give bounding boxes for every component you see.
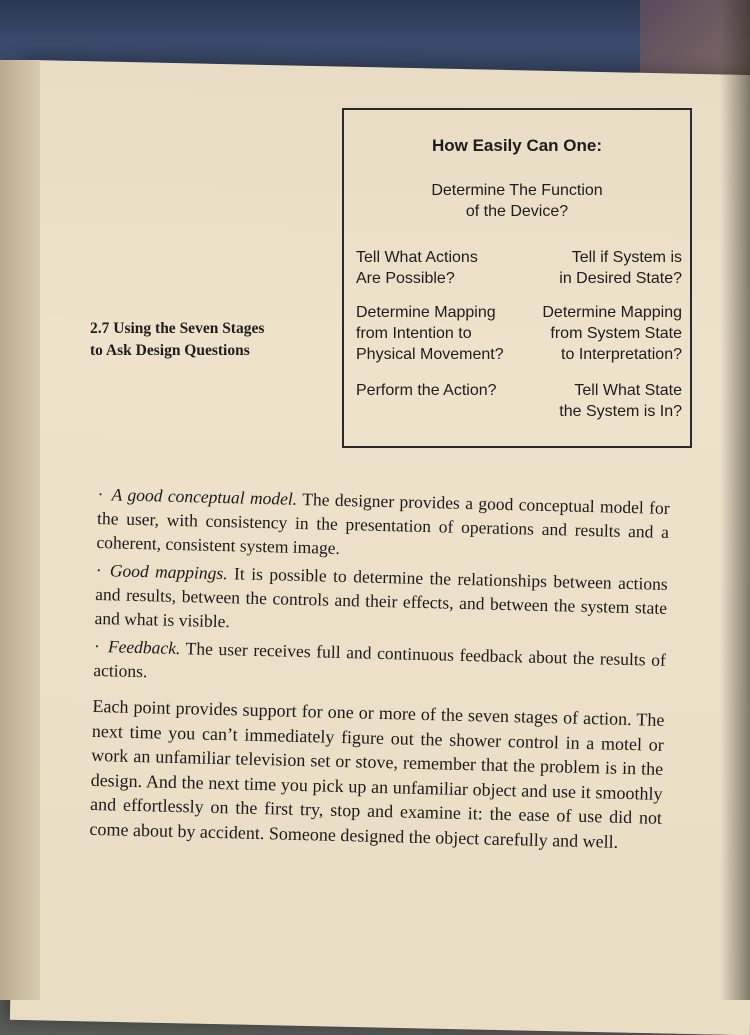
- previous-page-edge: [0, 60, 40, 1000]
- section-title-line1: Using the Seven Stages: [113, 320, 265, 337]
- section-number: 2.7: [90, 320, 110, 337]
- page-edge-shadow: [720, 0, 750, 1000]
- question-actions-possible: Tell What Actions Are Possible?: [356, 249, 478, 287]
- box-function-question: Determine The Function of the Device?: [431, 182, 603, 220]
- question-system-state: Tell What State the System is In?: [559, 382, 682, 420]
- summary-paragraph: Each point provides support for one or more of the seven stages of action. The next time you can’t immediately figure out the shower control in a motel or work an unfamiliar television set or stove, remember that the problem is in the design. And the next time you pick up an unfamiliar object and use it smoothly and effortlessly on the first try, stop and examine it: the ease of use did not come about by accident. Someone designed the object carefully and well.: [89, 695, 665, 852]
- question-mapping-state: Determine Mapping from System State to Interpretation?: [542, 304, 682, 363]
- section-title-line2: to Ask Design Questions: [90, 342, 250, 359]
- box-title: How Easily Can One:: [431, 136, 603, 155]
- body-text: [89, 482, 670, 873]
- question-perform-action: Perform the Action?: [356, 382, 497, 399]
- bullet-item: · A good conceptual model. The designer provides a good conceptual model for the user, with consistency in the presentation of operations and results and a coherent, consistent system image.: [96, 483, 670, 558]
- bullet-item: · Good mappings. It is possible to determine the relationships between actions and results, between the controls and their effects, and between the system state and what is visible.: [94, 559, 668, 632]
- figure-caption: [90, 318, 310, 362]
- design-questions-box: [342, 108, 692, 448]
- question-desired-state: Tell if System is in Desired State?: [559, 249, 682, 287]
- question-mapping-intention: Determine Mapping from Intention to Physical Movement?: [356, 304, 504, 363]
- bullet-item: · Feedback. The user receives full and continuous feedback about the results of actions.: [93, 635, 667, 682]
